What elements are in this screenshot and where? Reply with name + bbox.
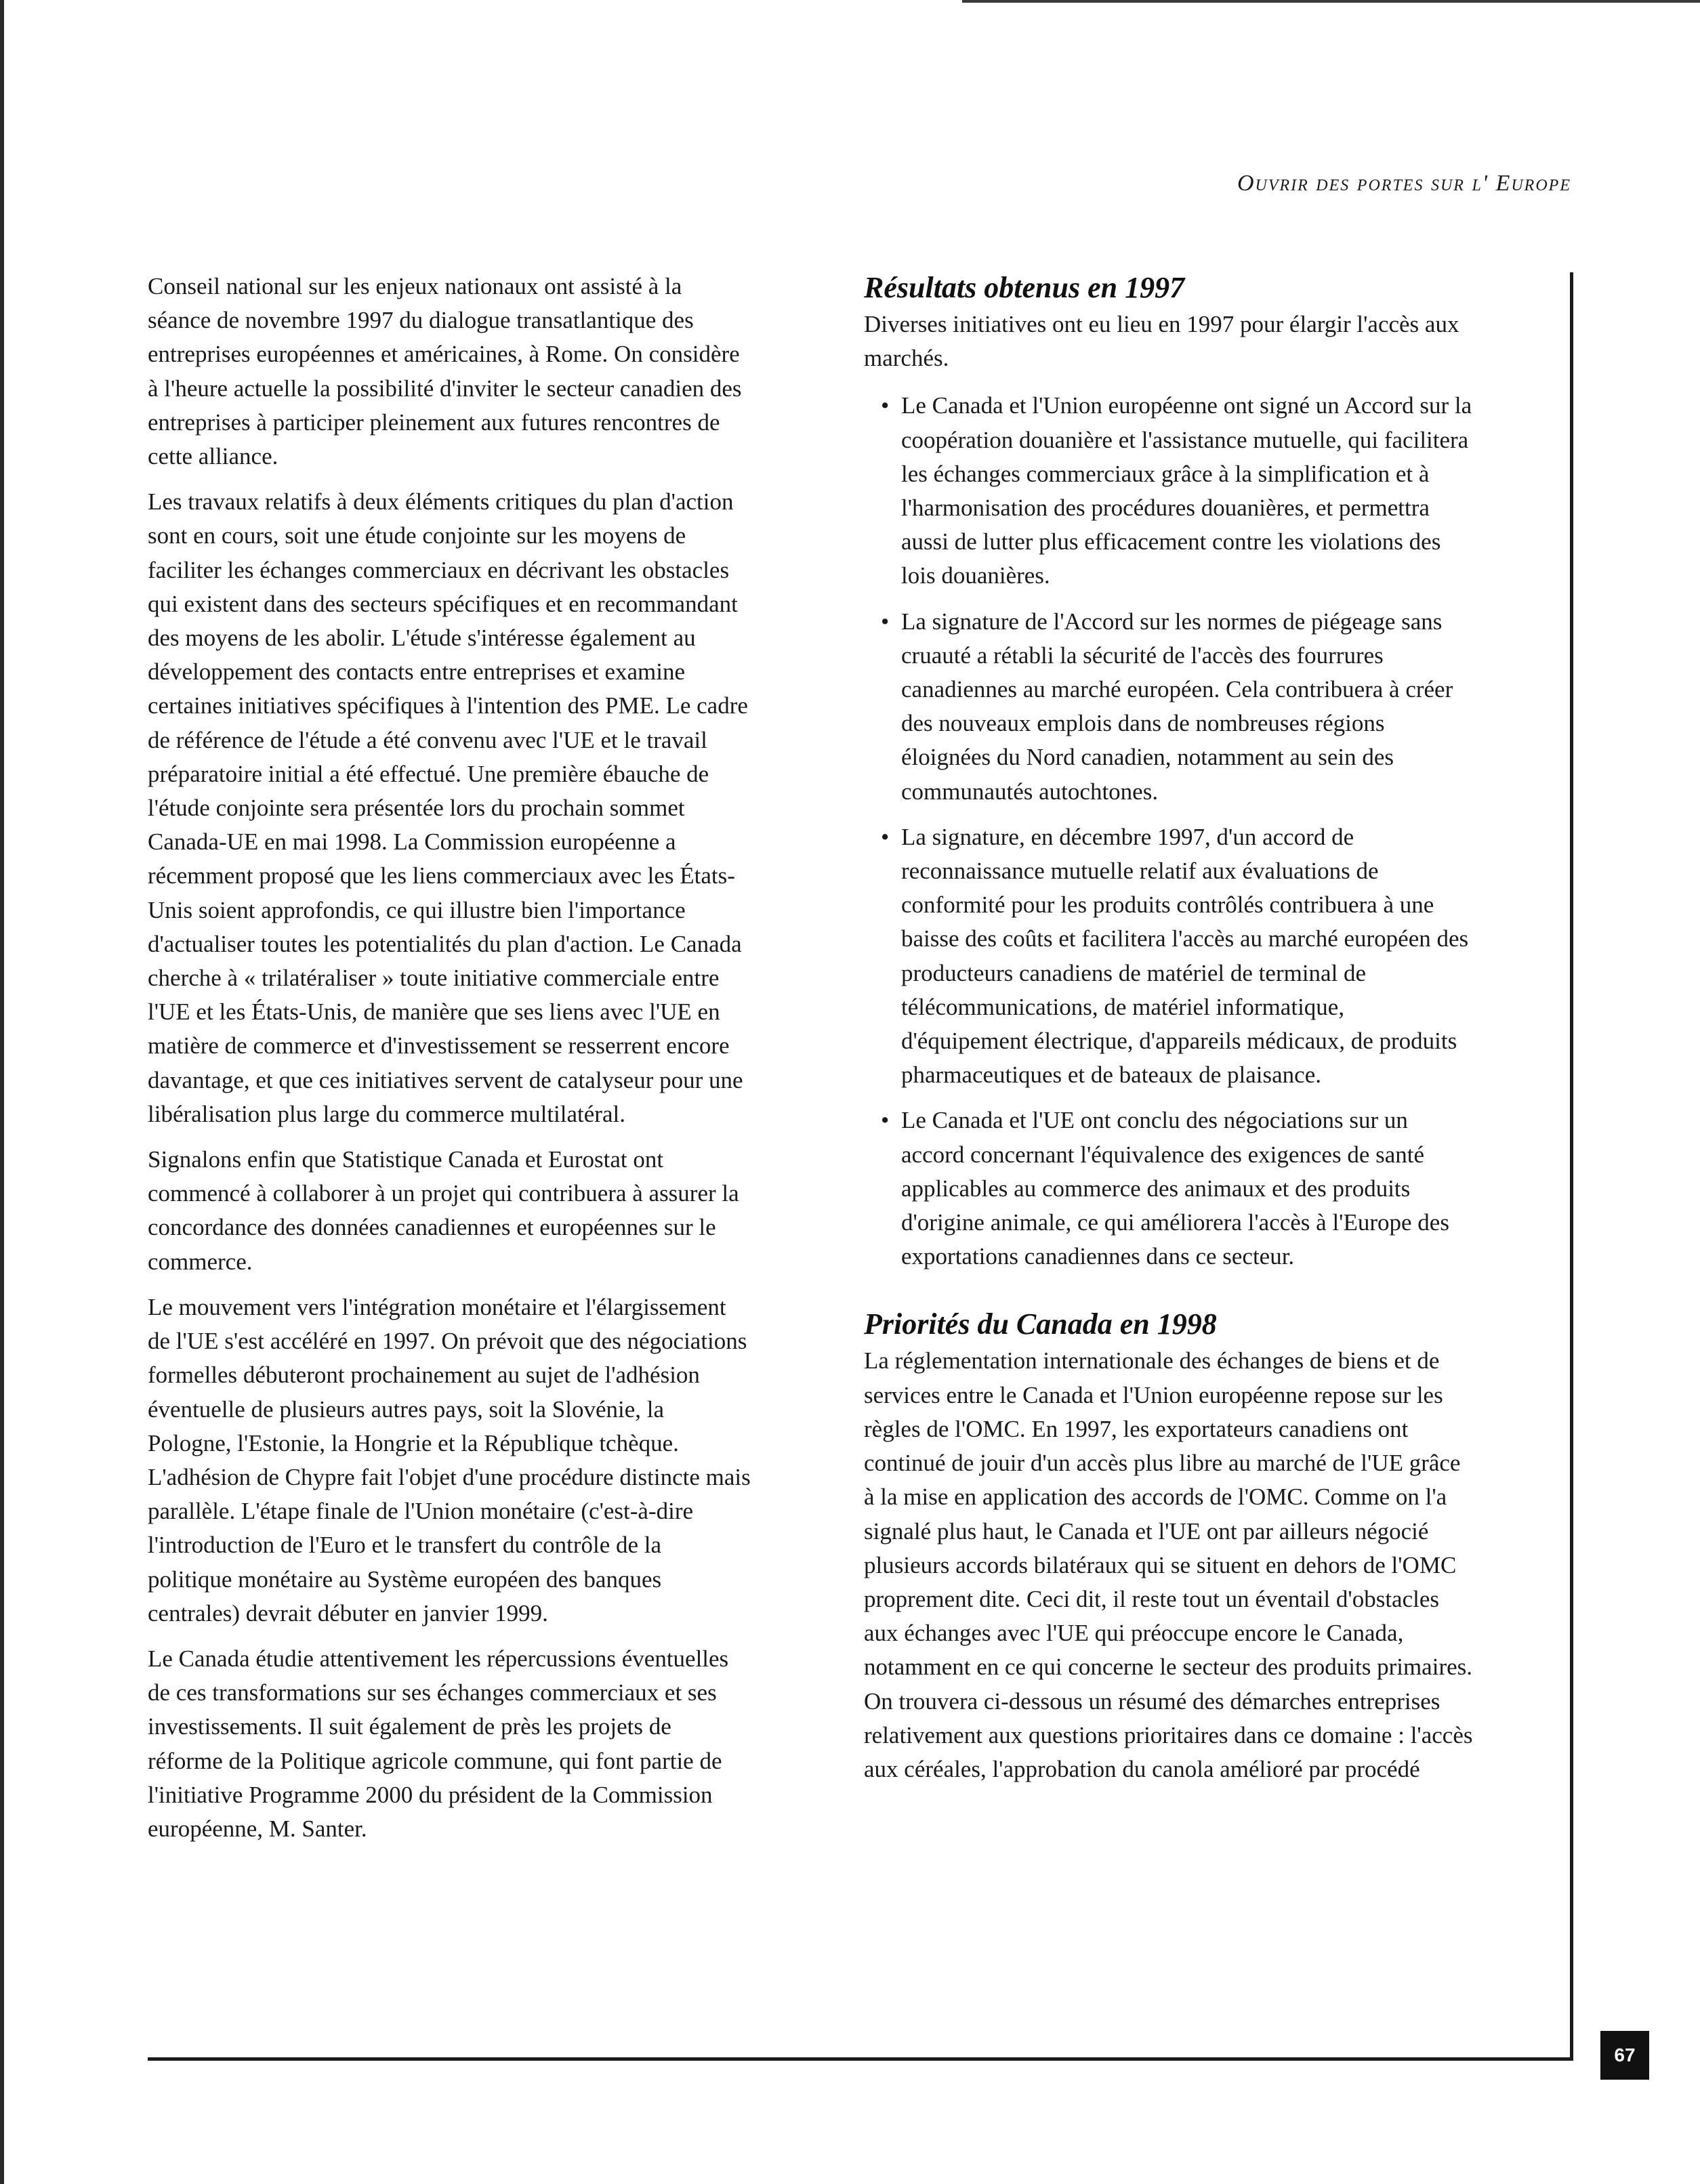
- right-vertical-rule: [1570, 272, 1573, 2061]
- left-paragraph-2: Les travaux relatifs à deux éléments critiques du plan d'action sont en cours, soit une étude conjointe sur les moyens de faciliter les échanges commerciaux en décrivant les obstacles qui existent dans des secteurs spécifiques et en recommandant des moyens de les abolir. L'étude s'intéresse également au développement des contacts entre entreprises et examine certaines initiatives spécifiques à l'intention des PME. Le cadre de référence de l'étude a été convenu avec l'UE et le travail préparatoire initial a été effectué. Une première ébauche de l'étude conjointe sera présentée lors du prochain sommet Canada-UE en mai 1998. La Commission européenne a récemment proposé que les liens commerciaux avec les États-Unis soient approfondis, ce qui illustre bien l'importance d'actualiser toutes les potentialités du plan d'action. Le Canada cherche à « trilatéraliser » toute initiative commerciale entre l'UE et les États-Unis, de manière que ses liens avec l'UE en matière de commerce et d'investissement se resserrent encore davantage, et que ces initiatives servent de catalyseur pour une libéralisation plus large du commerce multilatéral.: [148, 488, 748, 1127]
- running-header: Ouvrir des portes sur l' Europe: [1237, 171, 1571, 196]
- left-paragraph-1: Conseil national sur les enjeux nationaux ont assisté à la séance de novembre 1997 du dialogue transatlantique des entreprises européennes et américaines, à Rome. On considère à l'heure actuelle la possibilité d'inviter le secteur canadien des entreprises à participer pleinement aux futures rencontres de cette alliance.: [148, 273, 742, 470]
- left-column: [148, 270, 751, 1857]
- bullet-item: • Le Canada et l'Union européenne ont signé un Accord sur la coopération douanière et l'assistance mutuelle, qui facilitera les échanges commerciaux grâce à la simplification et à l'harmonisation des procédures douanières, et permettra aussi de lutter plus efficacement contre les violations des lois douanières.: [864, 389, 1474, 593]
- page-number: 67: [1600, 2031, 1649, 2080]
- right-column: [864, 270, 1474, 1798]
- bullet-item: • La signature de l'Accord sur les normes de piégeage sans cruauté a rétabli la sécurité de l'accès des fourrures canadiennes au marché européen. Cela contribuera à créer des nouveaux emplois dans de nombreuses régions éloignées du Nord canadien, notamment au sein des communautés autochtones.: [864, 605, 1474, 809]
- bullet-item: • La signature, en décembre 1997, d'un accord de reconnaissance mutuelle relatif aux évaluations de conformité pour les produits contrôlés contribuera à une baisse des coûts et facilitera l'accès au marché européen des producteurs canadiens de matériel de terminal de télécommunications, de matériel informatique, d'équipement électrique, d'appareils médicaux, de produits pharmaceutiques et de bateaux de plaisance.: [864, 820, 1474, 1093]
- scan-edge-shadow: [0, 0, 4, 2184]
- left-paragraph-3: Signalons enfin que Statistique Canada et Eurostat ont commencé à collaborer à un projet qui contribuera à assurer la concordance des données canadiennes et européennes sur le commerce.: [148, 1146, 739, 1275]
- left-paragraph-4: Le mouvement vers l'intégration monétaire et l'élargissement de l'UE s'est accéléré en 1997. On prévoit que des négociations formelles débuteront prochainement au sujet de l'adhésion éventuelle de plusieurs autres pays, soit la Slovénie, la Pologne, l'Estonie, la Hongrie et la République tchèque. L'adhésion de Chypre fait l'objet d'une procédure distincte mais parallèle. L'étape finale de l'Union monétaire (c'est-à-dire l'introduction de l'Euro et le transfert du contrôle de la politique monétaire au Système européen des banques centrales) devrait débuter en janvier 1999.: [148, 1293, 751, 1626]
- results-intro: Diverses initiatives ont eu lieu en 1997 pour élargir l'accès aux marchés.: [864, 311, 1459, 372]
- section-heading-results: Résultats obtenus en 1997: [864, 271, 1185, 304]
- left-paragraph-5: Le Canada étudie attentivement les répercussions éventuelles de ces transformations sur ses échanges commerciaux et ses investissements. Il suit également de près les projets de réforme de la Politique agricole commune, qui font partie de l'initiative Programme 2000 du président de la Commission européenne, M. Santer.: [148, 1645, 729, 1842]
- top-rule: [962, 0, 1700, 3]
- bullet-item: • Le Canada et l'UE ont conclu des négociations sur un accord concernant l'équivalence des exigences de santé applicables au commerce des animaux et des produits d'origine animale, ce qui améliorera l'accès à l'Europe des exportations canadiennes dans ce secteur.: [864, 1104, 1474, 1274]
- results-bullet-list: [864, 389, 1474, 1274]
- bottom-rule: [148, 2057, 1573, 2061]
- section-heading-priorities: Priorités du Canada en 1998: [864, 1307, 1217, 1341]
- priorities-paragraph: La réglementation internationale des échanges de biens et de services entre le Canada et l'Union européenne repose sur les règles de l'OMC. En 1997, les exportateurs canadiens ont continué de jouir d'un accès plus libre au marché de l'UE grâce à la mise en application des accords de l'OMC. Comme on l'a signalé plus haut, le Canada et l'UE ont par ailleurs négocié plusieurs accords bilatéraux qui se situent en dehors de l'OMC proprement dite. Ceci dit, il reste tout un éventail d'obstacles aux échanges avec l'UE qui préoccupe encore le Canada, notamment en ce qui concerne le secteur des produits primaires. On trouvera ci-dessous un résumé des démarches entreprises relativement aux questions prioritaires dans ce domaine : l'accès aux céréales, l'approbation du canola amélioré par procédé: [864, 1347, 1473, 1782]
